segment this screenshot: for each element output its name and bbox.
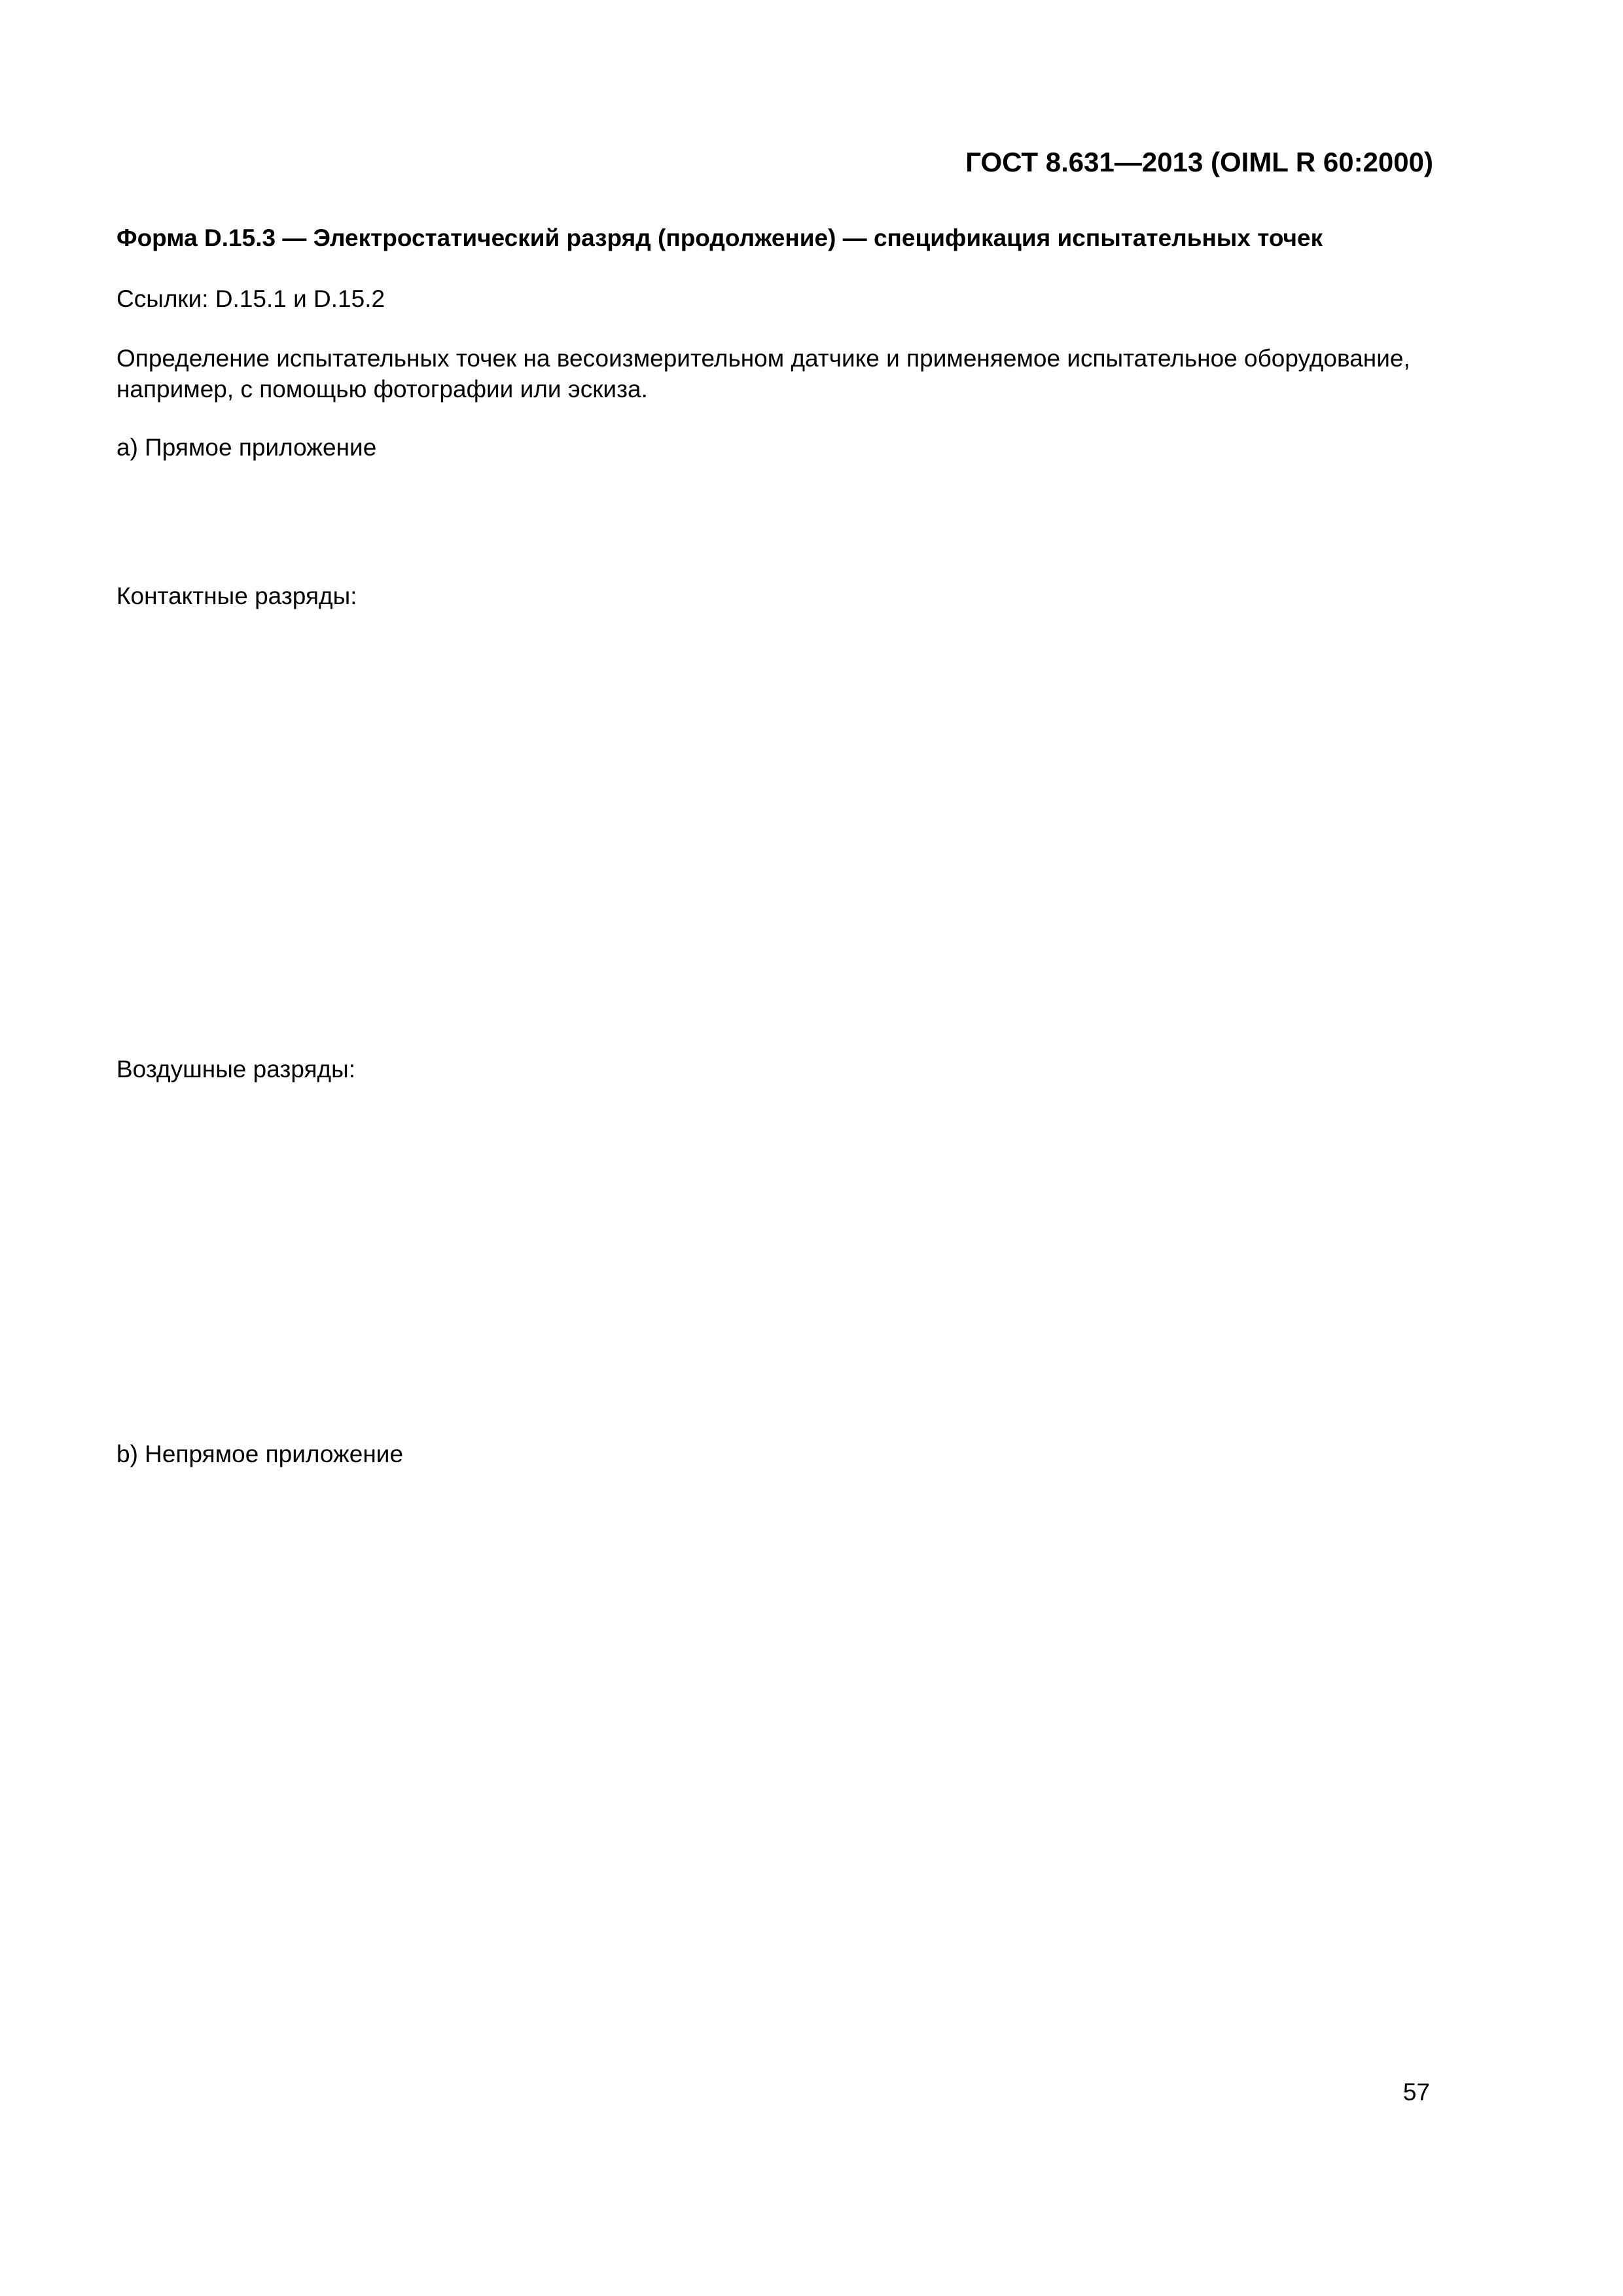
page-number: 57	[1402, 2079, 1430, 2106]
references-text: Ссылки: D.15.1 и D.15.2	[116, 285, 385, 312]
document-header: ГОСТ 8.631—2013 (OIML R 60:2000)	[965, 147, 1433, 177]
description-paragraph	[116, 343, 1410, 404]
description-line-2: например, с помощью фотографии или эскиза.	[116, 376, 648, 403]
section-b-heading: b) Непрямое приложение	[116, 1441, 404, 1467]
section-a-heading: a) Прямое приложение	[116, 434, 377, 461]
air-discharges-label: Воздушные разряды:	[116, 1056, 356, 1083]
form-title: Форма D.15.3 — Электростатический разряд (продолжение) — спецификация испытательных точек	[116, 224, 1323, 251]
description-line-1: Определение испытательных точек на весоизмерительном датчике и применяемое испытательное оборудование,	[116, 345, 1410, 372]
contact-discharges-label: Контактные разряды:	[116, 583, 357, 609]
